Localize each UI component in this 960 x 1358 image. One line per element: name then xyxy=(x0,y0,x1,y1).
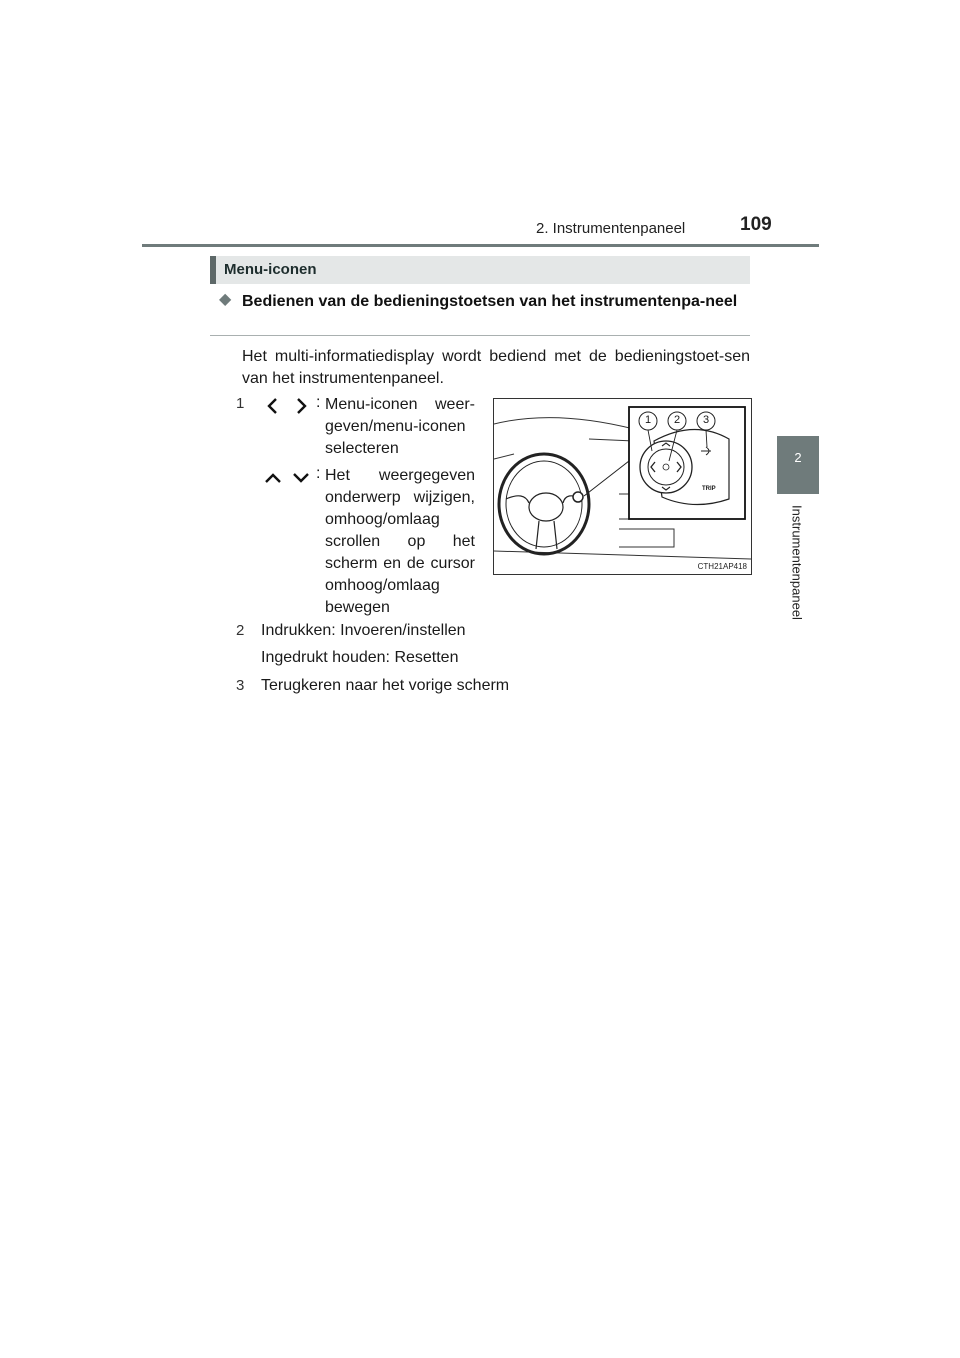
diamond-icon: ◆ xyxy=(219,291,232,308)
item-1a-description: Menu-iconen weer-geven/menu-iconen selecteren xyxy=(325,396,475,457)
subsection-rule xyxy=(210,335,750,336)
section-bar-accent xyxy=(210,256,216,284)
illustration-trip-label: TRIP xyxy=(702,486,716,492)
chapter-title: 2. Instrumentenpaneel xyxy=(536,220,686,237)
illustration-callout-3: 3 xyxy=(702,414,710,426)
illustration-callout-1: 1 xyxy=(644,414,652,426)
chevron-left-icon xyxy=(265,397,281,415)
item-1b-description: Het weergegeven onderwerp wijzigen, omhoog/omlaag scrollen op het scherm en de cursor omhoog/omlaag bewegen xyxy=(325,467,475,616)
steering-wheel-illustration xyxy=(493,398,752,575)
item-3-line-1: Terugkeren naar het vorige scherm xyxy=(261,677,510,694)
illustration-code: CTH21AP418 xyxy=(697,562,747,571)
chevron-up-icon xyxy=(263,471,283,485)
section-title: Menu-iconen xyxy=(224,261,317,278)
chevron-down-icon xyxy=(291,471,311,485)
chapter-tab-label: Instrumentenpaneel xyxy=(789,505,805,620)
item-1b-colon: : xyxy=(316,465,321,482)
subsection-heading: Bedienen van de bedieningstoetsen van het instrumentenpa-neel xyxy=(242,293,738,310)
chapter-tab-number: 2 xyxy=(794,450,802,465)
item-number-3: 3 xyxy=(236,677,245,694)
header-rule xyxy=(142,244,819,247)
chevron-right-icon xyxy=(293,397,309,415)
item-2-line-2: Ingedrukt houden: Resetten xyxy=(261,649,459,666)
item-1a-colon: : xyxy=(316,394,321,411)
intro-paragraph: Het multi-informatiedisplay wordt bediend met de bedieningstoet-sen van het instrumentenpaneel. xyxy=(242,348,750,387)
item-number-2: 2 xyxy=(236,622,245,639)
page-number: 109 xyxy=(740,214,772,235)
illustration-callout-2: 2 xyxy=(673,414,681,426)
item-2-line-1: Indrukken: Invoeren/instellen xyxy=(261,622,466,639)
item-number-1: 1 xyxy=(236,395,245,412)
